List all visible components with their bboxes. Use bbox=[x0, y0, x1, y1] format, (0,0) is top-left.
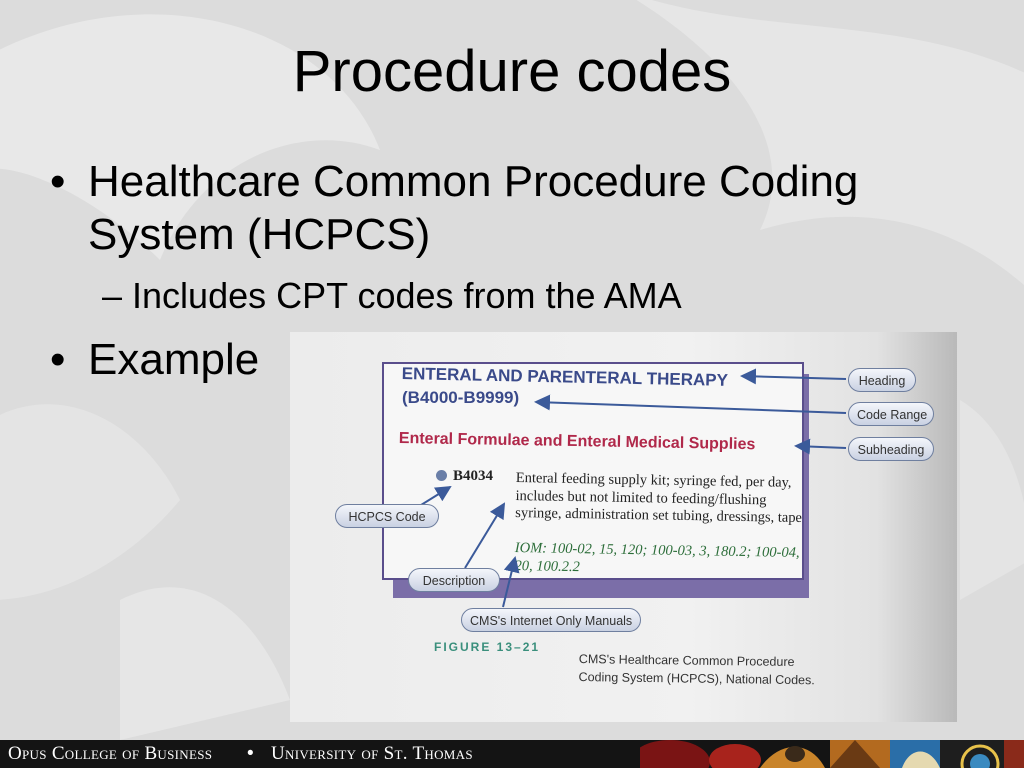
figure-iom-reference: IOM: 100-02, 15, 120; 100-03, 3, 180.2; 100-04, 20, 100.2.2 bbox=[514, 540, 800, 575]
callout-subheading: Subheading bbox=[848, 437, 934, 461]
bullet-marker: • bbox=[50, 335, 66, 384]
footer-separator: • bbox=[247, 743, 254, 764]
figure-description: Enteral feeding supply kit; syringe fed, per day, includes but not limited to feeding/flushing syringe, administration set tubing, dressings, tape bbox=[515, 470, 803, 526]
figure-caption-label: FIGURE 13–21 bbox=[434, 640, 541, 654]
callout-description: Description bbox=[408, 568, 500, 592]
figure-caption-text: CMS's Healthcare Common Procedure Coding System (HCPCS), National Codes. bbox=[578, 652, 815, 688]
footer-college-name: Opus College of Business bbox=[8, 743, 213, 764]
bullet-text-hcpcs: Healthcare Common Procedure Coding System (HCPCS) bbox=[88, 157, 859, 259]
figure-heading: ENTERAL AND PARENTERAL THERAPY bbox=[401, 364, 729, 390]
bullet-marker: • bbox=[50, 157, 66, 206]
arrow-subheading bbox=[796, 446, 846, 448]
callout-cms-manuals: CMS's Internet Only Manuals bbox=[461, 608, 641, 632]
arrow-code-range bbox=[536, 402, 846, 413]
footer-bar bbox=[0, 740, 1024, 768]
callout-hcpcs-code: HCPCS Code bbox=[335, 504, 439, 528]
figure-hcpcs-code: B4034 bbox=[453, 468, 494, 484]
hcpcs-example-figure bbox=[290, 332, 957, 722]
arrow-cms-manuals bbox=[503, 558, 515, 607]
footer-university-name: University of St. Thomas bbox=[271, 743, 473, 764]
figure-caption bbox=[433, 648, 833, 690]
footer-decorative-art bbox=[640, 740, 1024, 768]
sub-bullet-cpt: – Includes CPT codes from the AMA bbox=[102, 275, 682, 316]
arrow-heading bbox=[742, 376, 846, 379]
figure-subheading: Enteral Formulae and Enteral Medical Supplies bbox=[398, 430, 756, 454]
slide-title: Procedure codes bbox=[292, 39, 732, 104]
callout-heading: Heading bbox=[848, 368, 916, 392]
callout-code-range: Code Range bbox=[848, 402, 934, 426]
arrow-description bbox=[465, 504, 504, 568]
bullet-text-example: Example bbox=[88, 335, 260, 384]
figure-code-range: (B4000-B9999) bbox=[402, 388, 520, 407]
